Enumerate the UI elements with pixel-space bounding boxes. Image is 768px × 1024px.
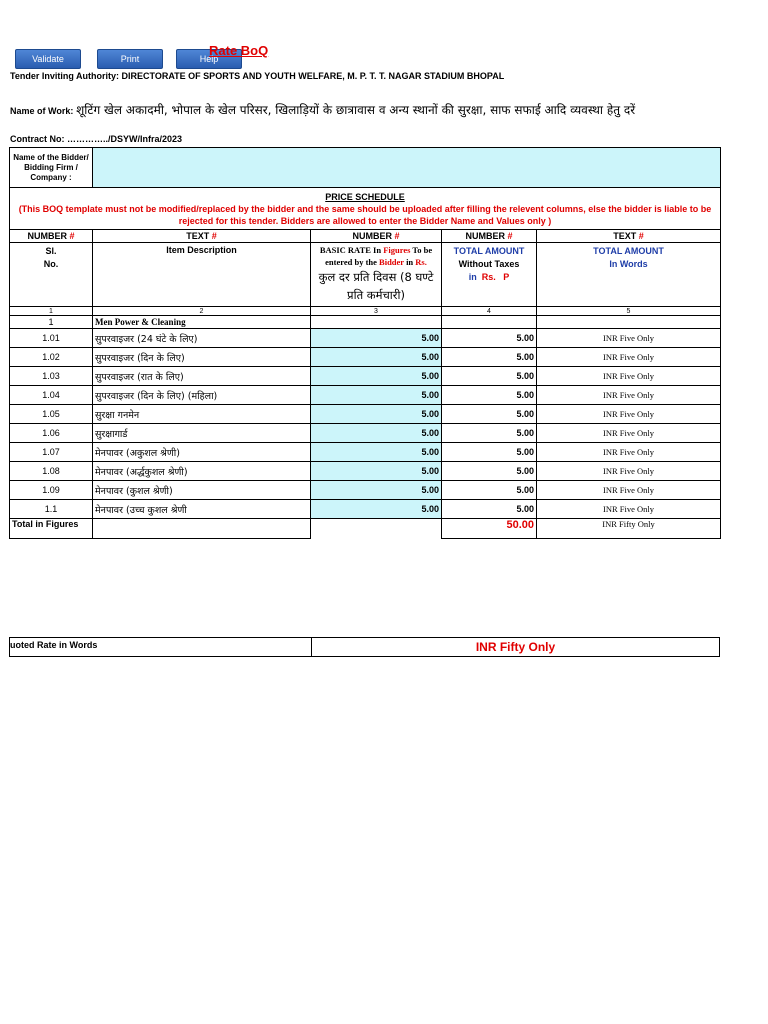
item-no: 1.09 bbox=[10, 481, 93, 500]
total-amount: 5.00 bbox=[442, 367, 537, 386]
total-amount: 5.00 bbox=[442, 443, 537, 462]
bidder-name-input[interactable] bbox=[93, 148, 721, 188]
item-description: सुपरवाइजर (दिन के लिए) bbox=[93, 348, 311, 367]
bidder-row bbox=[10, 148, 721, 188]
rate-input[interactable]: 5.00 bbox=[311, 443, 442, 462]
amount-in-words: INR Five Only bbox=[537, 500, 721, 519]
price-schedule-row bbox=[10, 188, 721, 230]
item-no: 1.06 bbox=[10, 424, 93, 443]
total-amount: 5.00 bbox=[442, 348, 537, 367]
page-title: Rate BoQ bbox=[209, 43, 269, 58]
type-cell: TEXT # bbox=[93, 230, 311, 243]
boq-table bbox=[9, 147, 721, 539]
column-number: 2 bbox=[93, 307, 311, 316]
table-row bbox=[10, 443, 721, 462]
rate-input[interactable]: 5.00 bbox=[311, 500, 442, 519]
item-description: सुपरवाइजर (रात के लिए) bbox=[93, 367, 311, 386]
rate-input[interactable]: 5.00 bbox=[311, 481, 442, 500]
header-basic-rate: BASIC RATE In Figures To be entered by the Bidder in Rs. कुल दर प्रति दिवस (8 घण्टे प्रति कर्मचारी) bbox=[311, 243, 442, 307]
rate-input[interactable]: 5.00 bbox=[311, 348, 442, 367]
bidder-label: Name of the Bidder/ Bidding Firm / Company : bbox=[10, 148, 93, 188]
rate-input[interactable]: 5.00 bbox=[311, 405, 442, 424]
authority-label: Tender Inviting Authority: bbox=[10, 71, 119, 81]
item-description: मेनपावर (अकुशल श्रेणी) bbox=[93, 443, 311, 462]
amount-in-words: INR Five Only bbox=[537, 424, 721, 443]
amount-in-words: INR Five Only bbox=[537, 329, 721, 348]
item-description: सुपरवाइजर (24 घंटे के लिए) bbox=[93, 329, 311, 348]
help-button[interactable]: Help bbox=[176, 49, 242, 69]
print-button[interactable]: Print bbox=[97, 49, 163, 69]
total-row bbox=[10, 519, 721, 539]
table-row bbox=[10, 481, 721, 500]
empty-cell bbox=[537, 316, 721, 329]
rate-input[interactable]: 5.00 bbox=[311, 367, 442, 386]
section-no: 1 bbox=[10, 316, 93, 329]
empty-cell bbox=[93, 519, 311, 539]
item-description: मेनपावर (अर्द्धकुशल श्रेणी) bbox=[93, 462, 311, 481]
quoted-rate-value: INR Fifty Only bbox=[475, 640, 556, 654]
contract-no bbox=[10, 134, 182, 144]
authority-value: DIRECTORATE OF SPORTS AND YOUTH WELFARE, M. P. T. T. NAGAR STADIUM BHOPAL bbox=[121, 71, 505, 81]
empty-cell bbox=[311, 519, 442, 539]
header-row bbox=[10, 243, 721, 307]
item-no: 1.05 bbox=[10, 405, 93, 424]
total-figure: 50.00 bbox=[442, 519, 537, 539]
type-row bbox=[10, 230, 721, 243]
item-description: मेनपावर (उच्च कुशल श्रेणी bbox=[93, 500, 311, 519]
tender-authority bbox=[10, 71, 504, 81]
contract-label: Contract No: bbox=[10, 134, 65, 144]
contract-value: …………../DSYW/Infra/2023 bbox=[67, 134, 183, 144]
empty-cell bbox=[442, 316, 537, 329]
column-number: 1 bbox=[10, 307, 93, 316]
rate-input[interactable]: 5.00 bbox=[311, 386, 442, 405]
header-total-words: TOTAL AMOUNT In Words bbox=[537, 243, 721, 307]
name-of-work bbox=[10, 101, 635, 118]
price-schedule-notice: (This BOQ template must not be modified/replaced by the bidder and the same should be uploaded after filling the relevent columns, else the bidder is liable to be rejected for this tender. Bidders are allowed to enter the Bidder Name and Values only ) bbox=[18, 203, 712, 226]
header-item-description: Item Description bbox=[93, 243, 311, 307]
item-no: 1.01 bbox=[10, 329, 93, 348]
item-description: सुरक्षा गनमेन bbox=[93, 405, 311, 424]
amount-in-words: INR Five Only bbox=[537, 405, 721, 424]
header-rate-hindi: कुल दर प्रति दिवस (8 घण्टे प्रति कर्मचारी) bbox=[318, 270, 434, 302]
quoted-rate-row bbox=[9, 637, 720, 657]
amount-in-words: INR Five Only bbox=[537, 386, 721, 405]
table-row bbox=[10, 500, 721, 519]
section-row bbox=[10, 316, 721, 329]
work-label: Name of Work: bbox=[10, 106, 74, 116]
type-cell: NUMBER # bbox=[311, 230, 442, 243]
column-number-row bbox=[10, 307, 721, 316]
table-row bbox=[10, 386, 721, 405]
table-row bbox=[10, 424, 721, 443]
total-amount: 5.00 bbox=[442, 462, 537, 481]
table-row bbox=[10, 329, 721, 348]
total-amount: 5.00 bbox=[442, 405, 537, 424]
item-no: 1.07 bbox=[10, 443, 93, 462]
type-cell: NUMBER # bbox=[10, 230, 93, 243]
column-number: 4 bbox=[442, 307, 537, 316]
amount-in-words: INR Five Only bbox=[537, 462, 721, 481]
total-words: INR Fifty Only bbox=[537, 519, 721, 539]
header-sl-no: Sl. No. bbox=[10, 243, 93, 307]
total-amount: 5.00 bbox=[442, 329, 537, 348]
type-cell: TEXT # bbox=[537, 230, 721, 243]
table-row bbox=[10, 367, 721, 386]
item-no: 1.1 bbox=[10, 500, 93, 519]
rate-input[interactable]: 5.00 bbox=[311, 462, 442, 481]
total-amount: 5.00 bbox=[442, 481, 537, 500]
total-amount: 5.00 bbox=[442, 500, 537, 519]
item-description: सुपरवाइजर (दिन के लिए) (महिला) bbox=[93, 386, 311, 405]
column-number: 3 bbox=[311, 307, 442, 316]
amount-in-words: INR Five Only bbox=[537, 348, 721, 367]
amount-in-words: INR Five Only bbox=[537, 481, 721, 500]
item-description: सुरक्षागार्ड bbox=[93, 424, 311, 443]
amount-in-words: INR Five Only bbox=[537, 443, 721, 462]
amount-in-words: INR Five Only bbox=[537, 367, 721, 386]
total-label: Total in Figures bbox=[10, 519, 93, 539]
quoted-rate-label: uoted Rate in Words bbox=[10, 638, 312, 656]
item-no: 1.04 bbox=[10, 386, 93, 405]
column-number: 5 bbox=[537, 307, 721, 316]
empty-cell bbox=[311, 316, 442, 329]
item-description: मेनपावर (कुशल श्रेणी) bbox=[93, 481, 311, 500]
price-schedule-heading: PRICE SCHEDULE bbox=[325, 191, 405, 202]
total-amount: 5.00 bbox=[442, 386, 537, 405]
total-amount: 5.00 bbox=[442, 424, 537, 443]
validate-button[interactable]: Validate bbox=[15, 49, 81, 69]
item-no: 1.03 bbox=[10, 367, 93, 386]
item-no: 1.08 bbox=[10, 462, 93, 481]
type-cell: NUMBER # bbox=[442, 230, 537, 243]
header-total-amount: TOTAL AMOUNT Without Taxes in Rs. P bbox=[442, 243, 537, 307]
rate-input[interactable]: 5.00 bbox=[311, 424, 442, 443]
work-value: शूटिंग खेल अकादमी, भोपाल के खेल परिसर, खिलाड़ियों के छात्रावास व अन्य स्थानों की सुरक्षा, साफ सफाई आदि व्यवस्था हेतु दरें bbox=[76, 103, 636, 117]
section-title: Men Power & Cleaning bbox=[93, 316, 311, 329]
rate-input[interactable]: 5.00 bbox=[311, 329, 442, 348]
table-row bbox=[10, 462, 721, 481]
table-row bbox=[10, 348, 721, 367]
table-row bbox=[10, 405, 721, 424]
item-no: 1.02 bbox=[10, 348, 93, 367]
